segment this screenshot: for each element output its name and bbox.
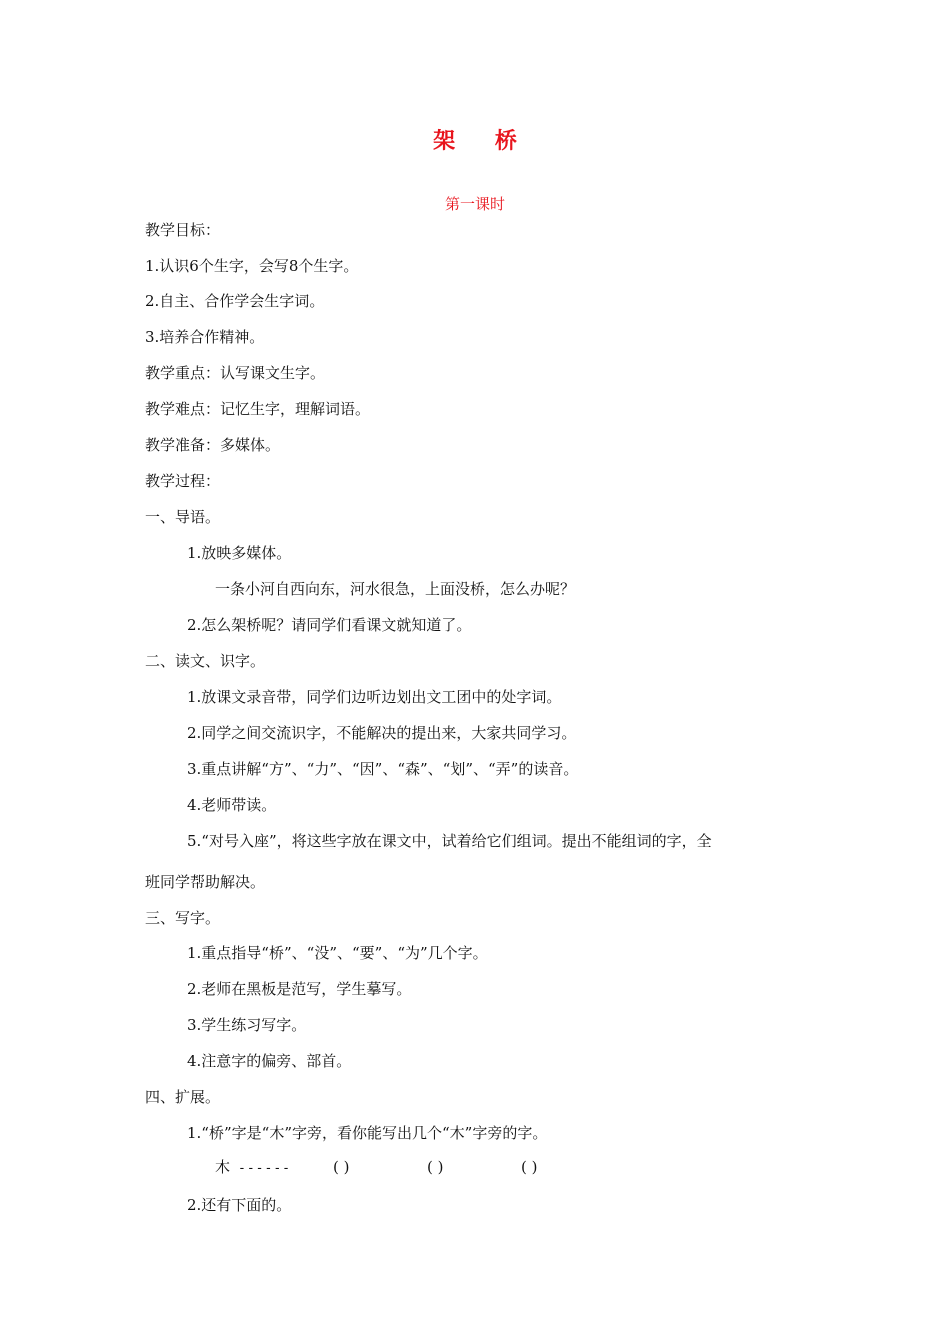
section-3-step-2: 2.老师在黑板是范写，学生摹写。: [187, 980, 412, 998]
radical-char: 木: [215, 1158, 231, 1176]
answer-blank-1: ( ): [332, 1158, 350, 1176]
section-2-step-5: 5.“对号入座”，将这些字放在课文中，试着给它们组词。提出不能组词的字，全: [187, 832, 712, 850]
difficulty-line: 教学难点：记忆生字，理解词语。: [145, 400, 371, 418]
section-4-step-2: 2.还有下面的。: [187, 1196, 292, 1214]
section-4-step-1: 1.“桥”字是“木”字旁，看你能写出几个“木”字旁的字。: [187, 1124, 548, 1142]
lesson-period-subtitle: 第一课时: [444, 195, 505, 213]
section-3-step-4: 4.注意字的偏旁、部首。: [187, 1052, 352, 1070]
goal-item-3: 3.培养合作精神。: [145, 328, 265, 346]
radical-exercise-row: [215, 1155, 615, 1181]
section-3-step-3: 3.学生练习写字。: [187, 1016, 307, 1034]
teaching-goals-heading: 教学目标：: [145, 221, 221, 239]
document-title: 架 桥: [433, 128, 533, 154]
section-3-step-1: 1.重点指导“桥”、“没”、“要”、“为”几个字。: [187, 944, 488, 962]
process-heading: 教学过程：: [145, 472, 221, 490]
answer-blank-2: ( ): [426, 1158, 444, 1176]
section-3-heading: 三、写字。: [145, 909, 221, 927]
goal-item-2: 2.自主、合作学会生字词。: [145, 292, 325, 310]
section-2-step-4: 4.老师带读。: [187, 796, 277, 814]
answer-blank-3: ( ): [520, 1158, 538, 1176]
section-1-heading: 一、导语。: [145, 508, 221, 526]
section-2-step-5-continued: 班同学帮助解决。: [145, 873, 266, 891]
section-2-step-2: 2.同学之间交流识字，不能解决的提出来，大家共同学习。: [187, 724, 577, 742]
section-2-step-1: 1.放课文录音带，同学们边听边划出文工团中的处字词。: [187, 688, 562, 706]
section-1-step-1: 1.放映多媒体。: [187, 544, 292, 562]
section-2-heading: 二、读文、识字。: [145, 652, 266, 670]
section-4-heading: 四、扩展。: [145, 1088, 221, 1106]
radical-dashes: ------: [238, 1161, 291, 1176]
section-1-step-1-detail: 一条小河自西向东，河水很急，上面没桥，怎么办呢？: [215, 580, 576, 598]
goal-item-1: 1.认识6个生字，会写8个生字。: [145, 257, 359, 275]
section-1-step-2: 2.怎么架桥呢？请同学们看课文就知道了。: [187, 616, 472, 634]
key-point-line: 教学重点：认写课文生字。: [145, 364, 326, 382]
section-2-step-3: 3.重点讲解“方”、“力”、“因”、“森”、“划”、“弄”的读音。: [187, 760, 579, 778]
preparation-line: 教学准备：多媒体。: [145, 436, 281, 454]
